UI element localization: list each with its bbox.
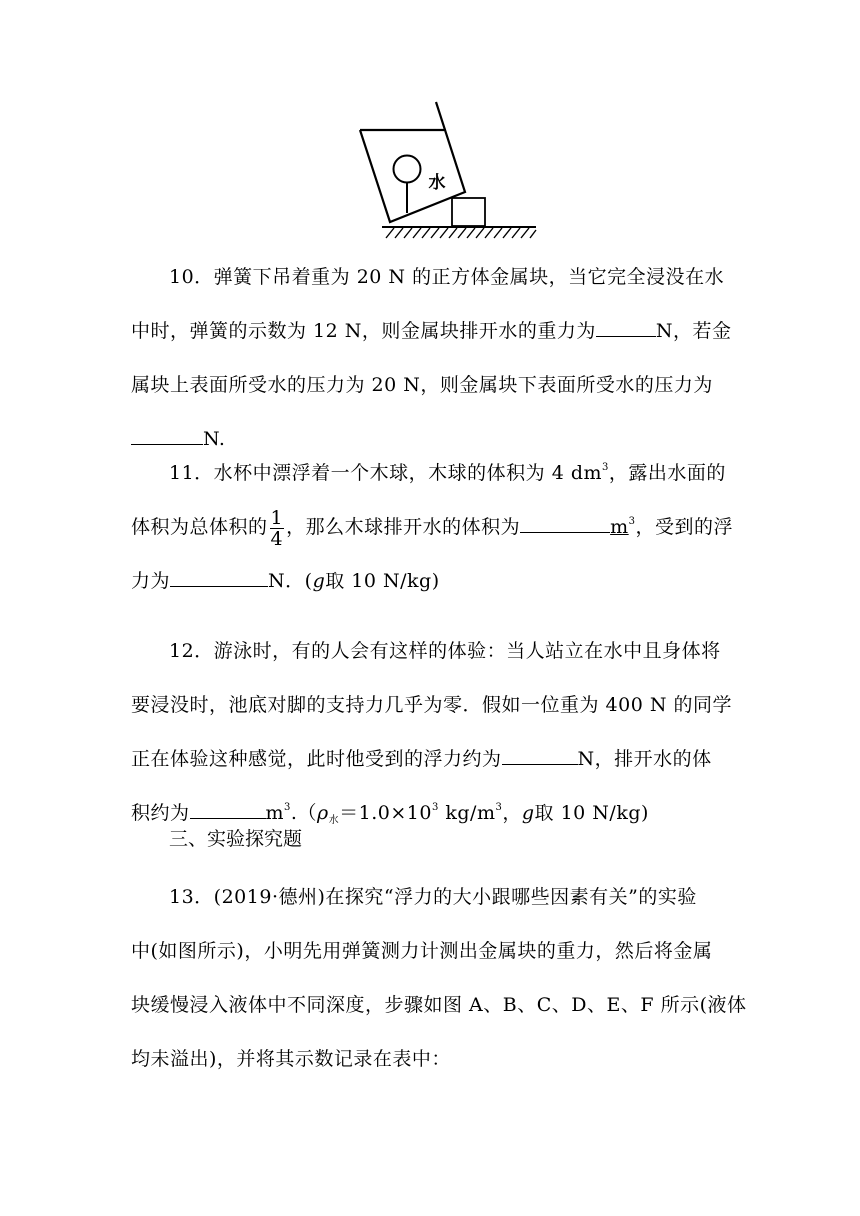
q12-blank1[interactable]: [502, 742, 578, 765]
section-heading-experiments: 三、实验探究题: [169, 828, 303, 850]
q13-line4: 均未溢出)，并将其示数记录在表中：: [131, 1048, 451, 1070]
q11-blank1[interactable]: [520, 510, 610, 533]
q10-line1: 10．弹簧下吊着重为 20 N 的正方体金属块，当它完全浸没在水: [169, 266, 725, 288]
question-10: 10．弹簧下吊着重为 20 N 的正方体金属块，当它完全浸没在水 中时，弹簧的示数为 12 N，则金属块排开水的重力为 N，若金 属块上表面所受水的压力为 20 N，则金属块下表面所受水的压力为 N.: [131, 250, 731, 466]
question-12: 12．游泳时，有的人会有这样的体验：当人站立在水中且身体将 要浸没时，池底对脚的支持力几乎为零．假如一位重为 400 N 的同学 正在体验这种感觉，此时他受到的浮力约为 N，排开水的体 积约为 $m^3.(\rho_水=1.0\times 10^3$ $kg/m^3$，g取 10 N/kg): [131, 624, 731, 840]
fraction-one-quarter: $\frac{1}{4}$: [270, 506, 284, 550]
support-block: [452, 198, 485, 226]
ball: [394, 156, 421, 183]
question-11: 11．水杯中漂浮着一个木球，木球的体积为 4 $dm^3$，露出水面的 体积为总体积的 $\frac{1}{4}$ ，那么木球排开水的体积为 $m^3$，受到的浮 力为 N．(g取 10 N/kg): [131, 462, 734, 592]
water-label: 水: [428, 173, 446, 193]
q13-line2: 中(如图所示)，小明先用弹簧测力计测出金属块的重力，然后将金属: [131, 940, 713, 962]
q12-line1: 12．游泳时，有的人会有这样的体验：当人站立在水中且身体将: [169, 640, 721, 662]
q10-blank2[interactable]: [131, 422, 203, 445]
q10-line3: 属块上表面所受水的压力为 20 N，则金属块下表面所受水的压力为: [131, 374, 713, 396]
q13-line1: 13．(2019·德州)在探究“浮力的大小跟哪些因素有关”的实验: [169, 886, 697, 908]
q13-line3: 块缓慢浸入液体中不同深度，步骤如图 A、B、C、D、E、F 所示(液体: [131, 994, 747, 1016]
question-13: [131, 870, 747, 1086]
q11-blank2[interactable]: [170, 564, 268, 587]
q10-blank1[interactable]: [596, 314, 656, 337]
ground-hatching: [386, 228, 536, 238]
q12-line2: 要浸没时，池底对脚的支持力几乎为零．假如一位重为 400 N 的同学: [131, 694, 733, 716]
tilted-cup-figure: [350, 100, 540, 242]
